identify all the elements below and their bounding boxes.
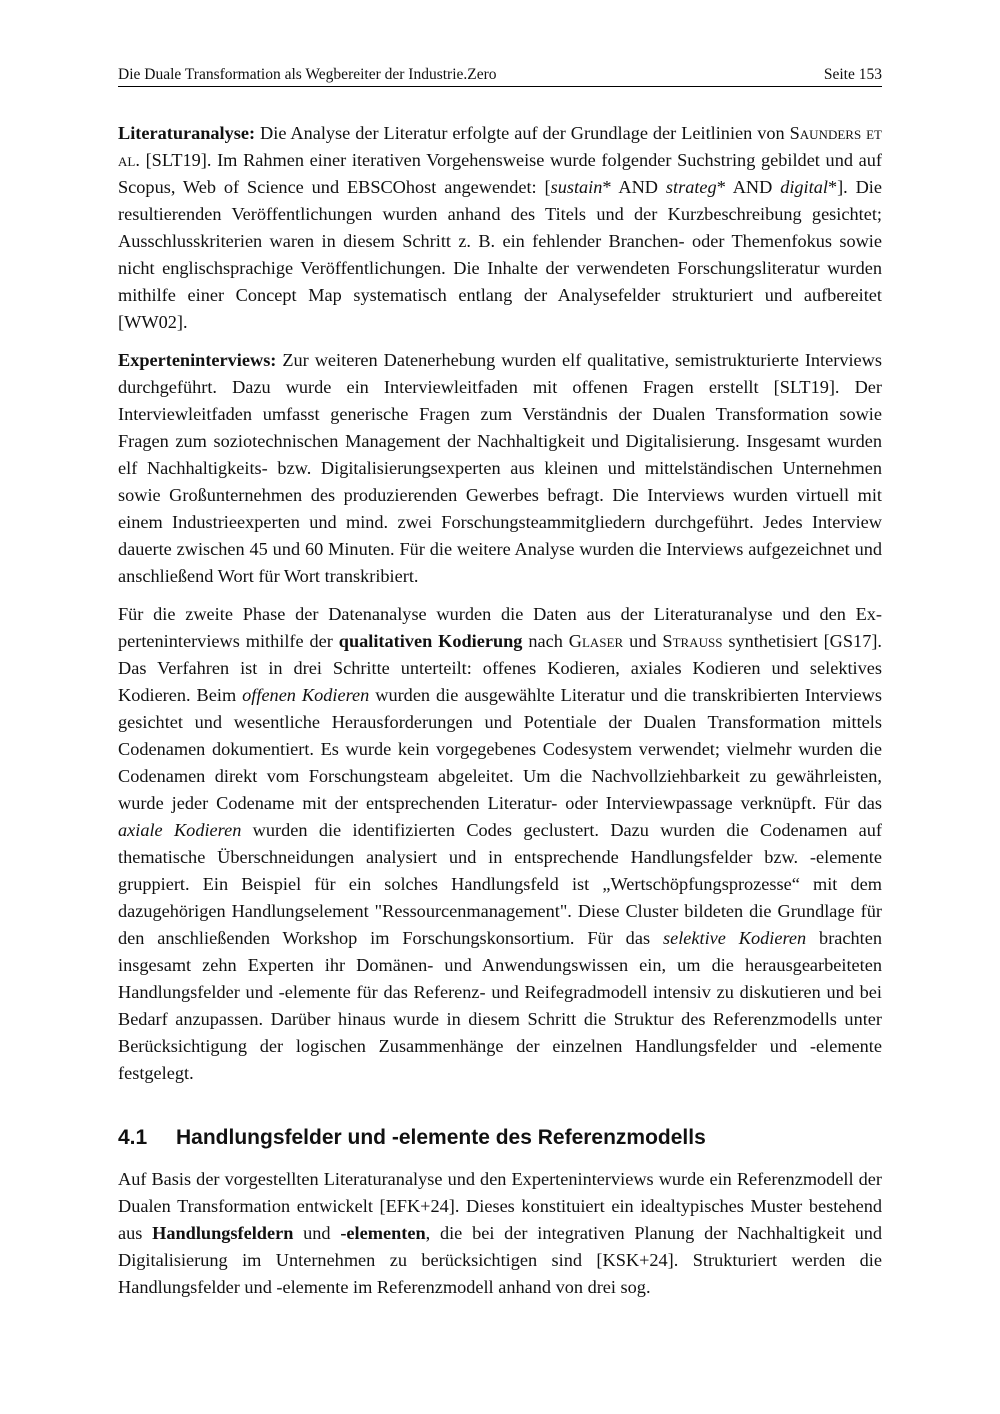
term-selektives-kodieren: selektive Kodieren <box>662 928 807 948</box>
text-span: brachten insgesamt zehn Experten ihr Domänen- und Anwendungswissen ein, um die herausgearbeiteten Handlungsfelder und -elemente für das Referenz- und Reifegradmodell intensiv zu diskutieren und bei Bedarf anzupassen. Darüber hinaus wurde in diesem Schritt die Struktur des Referenzmodells unter Berücksichtigung der logischen Zusammenhänge der einzelnen Handlungsfelder und -elemente festgelegt. <box>118 928 882 1083</box>
page-number: Seite 153 <box>823 66 882 83</box>
text-span: Die Analyse der Literatur erfolgte auf der Grundlage der Leitlinien von <box>255 123 790 143</box>
header-title: Die Duale Transformation als Wegbereiter der Industrie.Zero <box>118 66 497 83</box>
text-span: [SLT19]. Im Rahmen einer iterativen Vorgehensweise wurde folgender Suchstring gebildet und auf Scopus, Web of Science und EBSCOhost angewendet: [ <box>118 150 882 197</box>
text-span: * AND <box>602 177 666 197</box>
running-header <box>118 66 882 87</box>
section-title: Handlungsfelder und -elemente des Referenzmodells <box>176 1126 706 1149</box>
term-elementen: -elementen <box>340 1223 426 1243</box>
term-qualitative-kodierung: qualitativen Kodierung <box>338 631 523 651</box>
keyword-digital: digital <box>780 177 828 197</box>
lead-literaturanalyse: Literaturanalyse: <box>118 123 256 143</box>
section-number: 4.1 <box>118 1126 148 1149</box>
keyword-sustain: sustain <box>550 177 603 197</box>
keyword-strateg: strateg <box>665 177 717 197</box>
text-span: und <box>623 631 663 651</box>
text-span: Zur weiteren Datenerhebung wurden elf qualitative, semistrukturierte Interviews durchgeführt. Dazu wurde ein Interviewleitfaden mit offenen Fragen erstellt [SLT19]. Der Interviewleitfaden umfasst generische Fragen zum Verständnis der Dualen Transformation sowie Fragen zum soziotechnischen Management der Nachhaltigkeit und Digitalisierung. Insgesamt wurden elf Nachhaltigkeits- bzw. Digitalisierungsexperten aus kleinen und mittelständischen Unternehmen sowie Großunternehmen des produzierenden Gewerbes befragt. Die Interviews wurden virtuell mit einem Industrieexperten und mind. zwei Forschungsteammitgliedern durchgeführt. Jedes Interview dauerte zwischen 45 und 60 Minuten. Für die weitere Analyse wurden die Interviews aufgezeichnet und anschließend Wort für Wort transkribiert. <box>118 350 882 586</box>
paragraph-experteninterviews <box>118 347 882 590</box>
text-span: und <box>293 1223 341 1243</box>
paragraph-literaturanalyse <box>118 120 882 336</box>
author-saunders: Saunders et al. <box>118 123 883 170</box>
text-span: *]. Die resultierenden Veröffentlichungen wurden anhand des Titels und der Kurzbeschreibung gesichtet; Ausschlusskriterien waren in diesem Schritt z. B. ein fehlender Branchen- oder Themenfokus sowie nicht englischsprachige Veröffentlichungen. Die Inhalte der verwendeten Forschungsliteratur wurden mithilfe einer Concept Map systematisch entlang der Analysefelder strukturiert und aufbereitet [WW02]. <box>118 177 883 332</box>
text-span: , die bei der integrativen Planung der Nachhaltigkeit und Digitalisierung im Unternehmen zu berücksichtigen sind [KSK+24]. Strukturiert werden die Handlungsfelder und -elemente im Referenzmodell anhand von drei sog. <box>118 1223 882 1297</box>
text-span: Für die zweite Phase der Datenanalyse wurden die Daten aus der Literaturanalyse und den Experteninterviews mithilfe der <box>118 604 882 651</box>
term-axiales-kodieren: axiale Kodieren <box>118 820 242 840</box>
term-offenes-kodieren: offenen Kodieren <box>242 685 370 705</box>
text-span: synthetisiert [GS17]. Das Verfahren ist in drei Schritte unterteilt: offenes Kodieren, axiales Kodieren und selektives Kodieren. Beim <box>118 631 882 705</box>
author-glaser: Glaser <box>568 631 624 651</box>
text-span: Auf Basis der vorgestellten Literaturanalyse und den Experteninterviews wurde ein Referenzmodell der Dualen Transformation entwickelt [EFK+24]. Dieses konstituiert ein idealtypisches Muster bestehend aus <box>118 1169 882 1243</box>
text-span: nach <box>522 631 569 651</box>
text-span: wurden die identifizierten Codes geclustert. Dazu wurden die Codenamen auf thematische Überschneidungen analysiert und in entsprechende Handlungsfelder bzw. -elemente gruppiert. Ein Beispiel für ein solches Handlungsfeld ist „Wertschöpfungsprozesse“ mit dem dazugehörigen Handlungselement "Ressourcenmanagement". Diese Cluster bildeten die Grundlage für den anschließenden Workshop im Forschungskonsortium. Für das <box>118 820 882 948</box>
paragraph-kodierung <box>118 601 882 1087</box>
term-handlungsfeldern: Handlungsfeldern <box>152 1223 294 1243</box>
paragraph-referenzmodell <box>118 1166 882 1301</box>
text-span: wurden die ausgewählte Literatur und die transkribierten Interviews gesichtet und wesentliche Herausforderungen und Potentiale der Dualen Transformation mittels Codenamen dokumentiert. Es wurde kein vorgegebenes Codesystem verwendet; vielmehr wurden die Codenamen direkt vom Forschungsteam abgeleitet. Um die Nachvollziehbarkeit zu gewährleisten, wurde jeder Codename mit der entsprechenden Literatur- oder Interviewpassage verknüpft. Für das <box>118 685 882 813</box>
body-text <box>118 120 882 1312</box>
lead-experteninterviews: Experteninterviews: <box>118 350 277 370</box>
author-strauss: Strauss <box>662 631 723 651</box>
section-heading <box>118 1124 882 1152</box>
text-span: * AND <box>716 177 781 197</box>
